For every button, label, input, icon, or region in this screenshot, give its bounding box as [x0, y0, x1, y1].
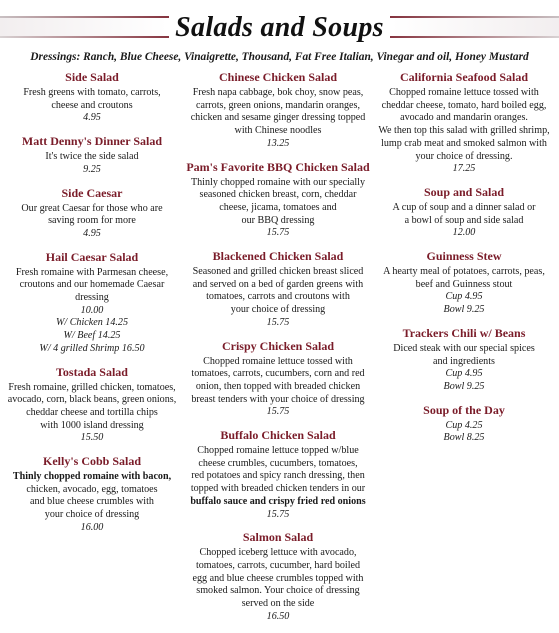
- menu-item-price: 12.00: [452, 227, 476, 239]
- menu-item-option: W/ Beef 14.25: [63, 330, 121, 342]
- menu-item-option: W/ Chicken 14.25: [55, 317, 129, 329]
- menu-item-name: Salmon Salad: [242, 530, 314, 545]
- menu-item-option: Bowl 8.25: [443, 432, 485, 444]
- menu-item-price: 10.00: [80, 304, 104, 316]
- menu-item-description: Fresh romaine with Parmesan cheese, croutons and our homemade Caesar dressing: [15, 266, 169, 304]
- menu-item: [186, 428, 370, 521]
- menu-item-description: Seasoned and grilled chicken breast sliced and served on a bed of garden greens with tomatoes, carrots and croutons with your choice of dressing: [192, 266, 364, 316]
- menu-item-description: Thinly chopped romaine with our specially seasoned chicken breast, corn, cheddar cheese, jicama, tomatoes and our BBQ dressing: [190, 176, 366, 226]
- menu-item: [186, 530, 370, 623]
- menu-item-option: Cup 4.95: [445, 291, 483, 303]
- menu-item-price: 15.75: [266, 227, 290, 239]
- menu-item-price: 15.75: [266, 316, 290, 328]
- menu-item: [186, 70, 370, 151]
- menu-column-right: [373, 70, 555, 454]
- menu-item-description-bold: Thinly chopped romaine with bacon,: [12, 471, 172, 483]
- menu-item: [373, 249, 555, 317]
- menu-item-name: Blackened Chicken Salad: [212, 249, 344, 264]
- page-title-text: Salads and Soups: [169, 12, 390, 43]
- menu-item-name: Soup and Salad: [423, 184, 505, 199]
- menu-item-name: California Seafood Salad: [399, 70, 528, 84]
- menu-item-description: Fresh napa cabbage, bok choy, snow peas, carrots, green onions, mandarin oranges, chicken and sesame ginger dressing topped with Chinese noodles: [190, 87, 366, 137]
- menu-item-description: Fresh greens with tomato, carrots, cheese and croutons: [23, 87, 161, 111]
- menu-item-description: A hearty meal of potatoes, carrots, peas, beef and Guinness stout: [383, 266, 545, 290]
- menu-item-description: It's twice the side salad: [45, 151, 139, 163]
- menu-item-name: Side Caesar: [61, 185, 123, 200]
- menu-item: [6, 134, 178, 176]
- menu-item-price: 4.95: [83, 227, 101, 239]
- page-title: [0, 12, 559, 44]
- menu-item-name: Hail Caesar Salad: [45, 249, 139, 264]
- menu-item-option: W/ 4 grilled Shrimp 16.50: [39, 342, 145, 354]
- menu-item-name: Kelly's Cobb Salad: [42, 454, 142, 469]
- menu-item: [6, 70, 178, 125]
- menu-item-description: Fresh romaine, grilled chicken, tomatoes, avocado, corn, black beans, green onions, cheddar cheese and tortilla chips with 1000 island dressing: [7, 381, 177, 431]
- menu-item-description: Diced steak with our special spices and ingredients: [393, 342, 535, 367]
- menu-item-name: Guinness Stew: [426, 249, 502, 264]
- menu-item: [186, 339, 370, 420]
- menu-item-name: Pam's Favorite BBQ Chicken Salad: [186, 159, 370, 174]
- menu-item: [6, 365, 178, 446]
- menu-item: [6, 186, 178, 241]
- menu-column-left: [6, 70, 178, 544]
- menu-item-description: Chopped romaine lettuce tossed with tomatoes, carrots, cucumbers, corn and red onion, then topped with breaded chicken breast tenders with your choice of dressing: [191, 355, 365, 405]
- menu-item-name: Soup of the Day: [423, 402, 505, 417]
- menu-item-description: A cup of soup and a dinner salad or a bowl of soup and side salad: [392, 201, 536, 226]
- menu-item-description: Our great Caesar for those who are saving room for more: [21, 202, 163, 227]
- menu-item-description: Chopped iceberg lettuce with avocado, tomatoes, carrots, cucumber, hard boiled egg and blue cheese crumbles topped with smoked salmon. Your choice of dressing served on the side: [192, 547, 364, 610]
- menu-item-name: Crispy Chicken Salad: [221, 338, 335, 353]
- menu-item-price: 16.00: [80, 521, 104, 533]
- menu-item: [6, 454, 178, 535]
- menu-item-price: 15.75: [266, 406, 290, 418]
- menu-item: [373, 326, 555, 394]
- menu-item-option: Bowl 9.25: [443, 304, 485, 316]
- menu-item-price: 13.25: [266, 137, 290, 149]
- menu-item-name: Side Salad: [65, 70, 119, 84]
- menu-item-name: Trackers Chili w/ Beans: [402, 325, 526, 340]
- menu-item: [186, 249, 370, 330]
- menu-item: [373, 70, 555, 176]
- menu-item: [6, 250, 178, 356]
- menu-column-center: [186, 70, 370, 633]
- menu-item-description-bold: buffalo sauce and crispy fried red onions: [190, 495, 366, 507]
- menu-item-name: Buffalo Chicken Salad: [220, 428, 336, 443]
- menu-item-description: Chopped romaine lettuce topped w/blue cheese crumbles, cucumbers, tomatoes, red potatoes and spicy ranch dressing, then topped with breaded chicken tenders in our: [190, 445, 366, 495]
- menu-item: [186, 160, 370, 241]
- menu-item-name: Chinese Chicken Salad: [218, 70, 338, 84]
- menu-item-price: 9.25: [83, 163, 101, 175]
- menu-item-price: 16.50: [266, 610, 290, 622]
- menu-item-name: Tostada Salad: [56, 364, 128, 379]
- menu-item-description: Chopped romaine lettuce tossed with cheddar cheese, tomato, hard boiled egg, avocado and mandarin oranges. We then top this salad with grilled shrimp, lump crab meat and smoked salmon with your choice of dressing.: [378, 87, 550, 162]
- menu-item: [373, 185, 555, 240]
- menu-item-option: Bowl 9.25: [443, 380, 485, 392]
- menu-item: [373, 403, 555, 445]
- menu-item-price: 15.75: [266, 508, 290, 520]
- menu-item-price: 17.25: [452, 163, 476, 175]
- menu-item-option: Cup 4.95: [445, 368, 483, 380]
- menu-item-option: Cup 4.25: [445, 419, 483, 431]
- dressings-line: Dressings: Ranch, Blue Cheese, Vinaigrette, Thousand, Fat Free Italian, Vinegar and oil, Honey Mustard: [30, 51, 529, 63]
- menu-item-price: 15.50: [80, 432, 104, 444]
- menu-item-description: chicken, avocado, egg, tomatoes and blue cheese crumbles with your choice of dressing: [26, 483, 158, 521]
- menu-item-price: 4.95: [83, 112, 101, 124]
- title-banner: [0, 12, 559, 44]
- menu-item-name: Matt Denny's Dinner Salad: [21, 134, 163, 149]
